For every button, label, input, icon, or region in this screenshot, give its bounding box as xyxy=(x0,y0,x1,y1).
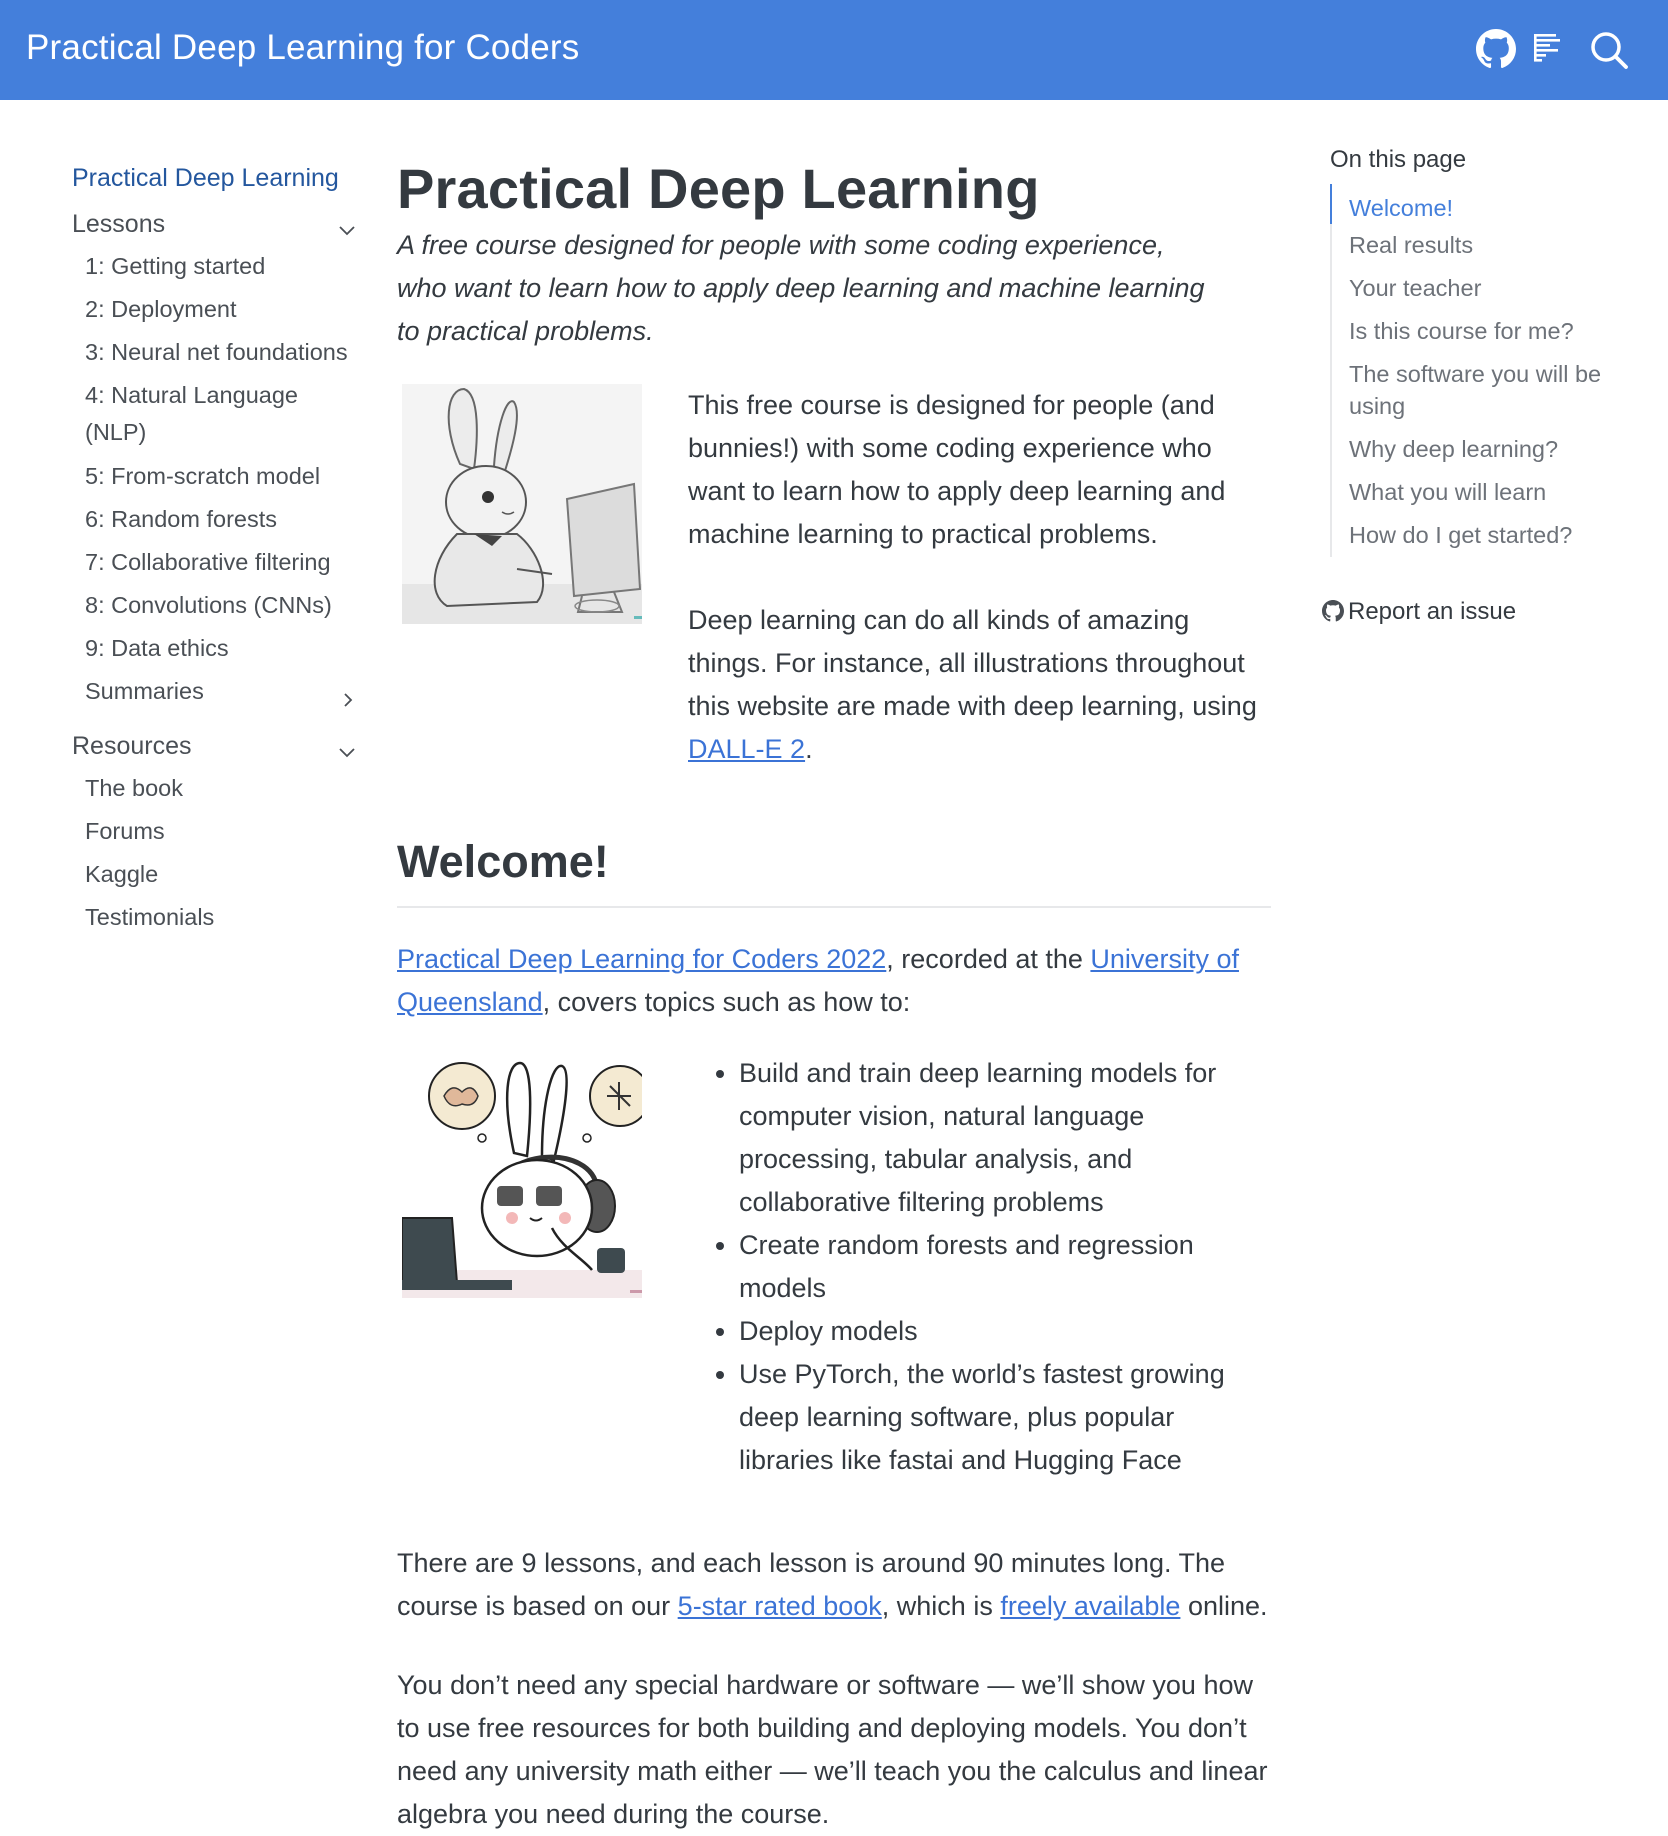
toc-item-is-this-for-me[interactable]: Is this course for me? xyxy=(1349,318,1574,344)
list-item-text: Use PyTorch, the world’s fastest growing deep learning software, plus popular libraries like fastai and Hugging Face xyxy=(739,1359,1225,1475)
site-title-link[interactable]: Practical Deep Learning for Coders xyxy=(26,28,580,67)
toc-list xyxy=(1330,186,1630,557)
search-icon[interactable] xyxy=(1588,29,1630,71)
bunny-cartoon-image xyxy=(402,1058,642,1298)
text-span: online. xyxy=(1180,1591,1268,1621)
bunny-sketch-image xyxy=(402,384,642,624)
toc-item-your-teacher[interactable]: Your teacher xyxy=(1349,275,1482,301)
heading-divider xyxy=(397,906,1271,908)
page-title: Practical Deep Learning xyxy=(397,157,1040,220)
bullet-dot xyxy=(716,1242,724,1250)
toc-item-why-deep-learning[interactable]: Why deep learning? xyxy=(1349,436,1559,462)
text-span: , recorded at the xyxy=(886,944,1091,974)
toc-item-welcome[interactable]: Welcome! xyxy=(1332,186,1630,229)
toc-item-software[interactable]: The software you will be using xyxy=(1349,361,1602,419)
list-item xyxy=(739,1310,1259,1353)
sidebar-item-lesson-7[interactable]: 7: Collaborative filtering xyxy=(85,549,331,575)
freely-available-link[interactable]: freely available xyxy=(1000,1591,1181,1621)
sidebar-item-summaries[interactable] xyxy=(85,673,355,710)
sidebar-item-the-book[interactable]: The book xyxy=(85,775,183,801)
list-item-text: Build and train deep learning models for computer vision, natural language processing, tabular analysis, and collaborative filtering problems xyxy=(739,1058,1217,1217)
chevron-right-icon[interactable] xyxy=(339,683,357,701)
text-span: , covers topics such as how to: xyxy=(542,987,911,1017)
sidebar-section-resources[interactable] xyxy=(72,732,357,768)
chevron-down-icon[interactable] xyxy=(337,740,357,760)
sidebar-item-label: Summaries xyxy=(85,678,204,704)
sidebar-item-lesson-8[interactable]: 8: Convolutions (CNNs) xyxy=(85,592,332,618)
github-icon xyxy=(1322,600,1344,622)
bullet-dot xyxy=(716,1371,724,1379)
course-2022-link[interactable]: Practical Deep Learning for Coders 2022 xyxy=(397,944,887,974)
sidebar-section-label: Lessons xyxy=(72,210,166,238)
list-item-text: Deploy models xyxy=(739,1316,918,1346)
bullet-dot xyxy=(716,1070,724,1078)
sidebar-item-lesson-6[interactable]: 6: Random forests xyxy=(85,506,278,532)
intro-paragraph: This free course is designed for people (and bunnies!) with some coding experience who want to learn how to apply deep learning and machine learning to practical problems. xyxy=(688,390,1226,549)
university-link[interactable]: University of Queensland xyxy=(397,944,1239,1017)
text-span: , which is xyxy=(881,1591,1001,1621)
list-item-text: Create random forests and regression models xyxy=(739,1230,1194,1303)
sidebar-item-lesson-2[interactable]: 2: Deployment xyxy=(85,296,237,322)
report-issue-label: Report an issue xyxy=(1348,598,1517,625)
sidebar-item-lesson-4[interactable]: 4: Natural Language (NLP) xyxy=(85,382,298,445)
github-icon[interactable] xyxy=(1476,29,1516,69)
toc-item-what-you-will-learn[interactable]: What you will learn xyxy=(1349,479,1547,505)
welcome-paragraph xyxy=(397,938,1271,1024)
sidebar-item-lesson-1[interactable]: 1: Getting started xyxy=(85,253,266,279)
sidebar-item-forums[interactable]: Forums xyxy=(85,818,165,844)
report-issue-link[interactable] xyxy=(1322,598,1516,626)
topics-list xyxy=(739,1052,1259,1482)
lessons-paragraph xyxy=(397,1542,1271,1628)
chevron-down-icon[interactable] xyxy=(337,218,357,238)
intro-paragraph xyxy=(688,599,1268,771)
requirements-paragraph: You don’t need any special hardware or software — we’ll show you how to use free resources for both building and deploying models. You don’t need any university math either — we’ll teach you the calculus and linear algebra you need during the course. xyxy=(397,1670,1268,1829)
bullet-dot xyxy=(716,1328,724,1336)
sidebar-item-lesson-9[interactable]: 9: Data ethics xyxy=(85,635,229,661)
sidebar-item-kaggle[interactable]: Kaggle xyxy=(85,861,159,887)
sidebar-title-link[interactable]: Practical Deep Learning xyxy=(72,164,339,192)
rss-icon[interactable] xyxy=(1532,31,1568,67)
toc-item-real-results[interactable]: Real results xyxy=(1349,232,1474,258)
list-item xyxy=(739,1353,1259,1482)
intro-text xyxy=(688,384,1268,771)
welcome-heading: Welcome! xyxy=(397,836,609,887)
sidebar-item-testimonials[interactable]: Testimonials xyxy=(85,904,215,930)
navbar xyxy=(0,0,1668,100)
list-item xyxy=(739,1224,1259,1310)
book-link[interactable]: 5-star rated book xyxy=(677,1591,882,1621)
toc-item-get-started[interactable]: How do I get started? xyxy=(1349,522,1573,548)
text-span: Deep learning can do all kinds of amazing things. For instance, all illustrations throughout this website are made with deep learning, using xyxy=(688,605,1257,721)
sidebar-section-label: Resources xyxy=(72,732,192,760)
page-subtitle: A free course designed for people with some coding experience, who want to learn how to apply deep learning and machine learning to practical problems. xyxy=(397,230,1205,346)
toc-title: On this page xyxy=(1330,146,1467,173)
text-span: . xyxy=(805,734,813,764)
sidebar-item-lesson-5[interactable]: 5: From-scratch model xyxy=(85,463,321,489)
dall-e-link[interactable]: DALL-E 2 xyxy=(688,734,806,764)
sidebar-section-lessons[interactable] xyxy=(72,210,357,246)
list-item xyxy=(739,1052,1259,1224)
text-span: There are 9 lessons, and each lesson is around 90 minutes long. The course is based on our xyxy=(397,1548,1226,1621)
sidebar-item-lesson-3[interactable]: 3: Neural net foundations xyxy=(85,339,348,365)
